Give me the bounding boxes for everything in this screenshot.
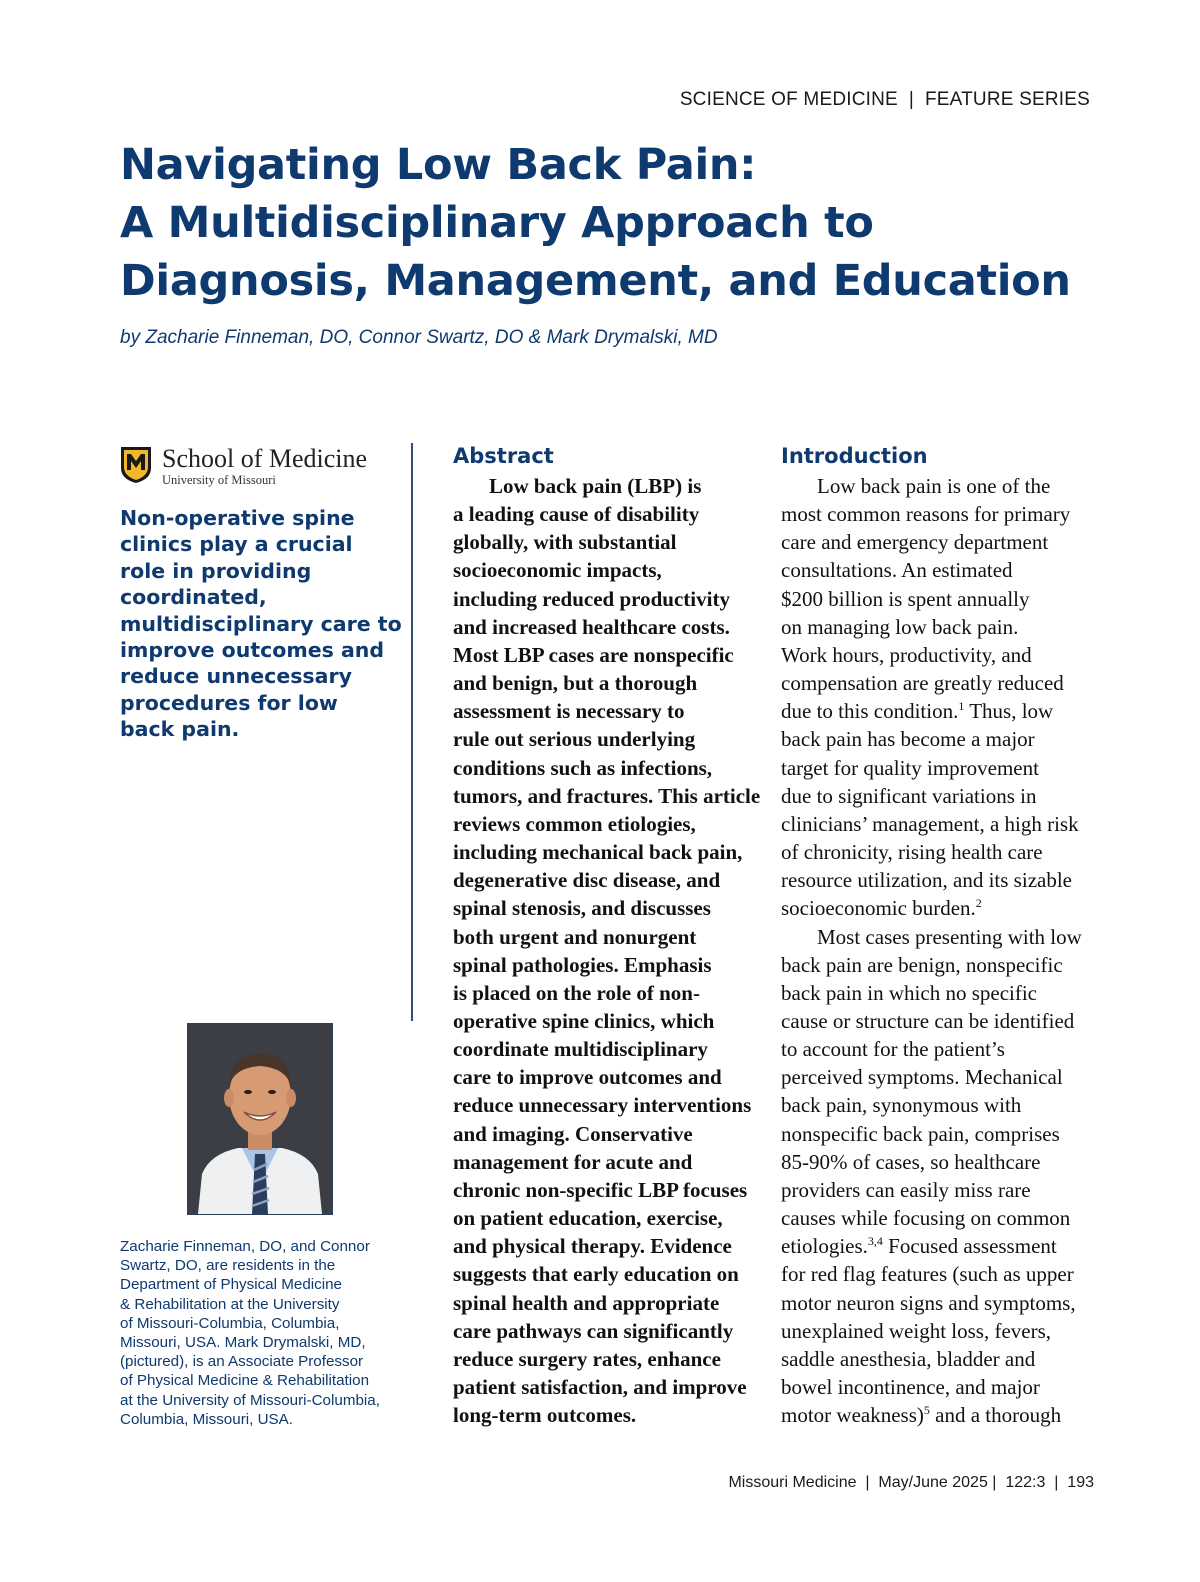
- intro-line: perceived symptoms. Mechanical: [781, 1065, 1063, 1090]
- intro-line: back pain in which no specific: [781, 980, 1037, 1005]
- intro-line: back pain has become a major: [781, 727, 1035, 752]
- intro-line: cause or structure can be identified: [781, 1008, 1075, 1033]
- intro-line: nonspecific back pain, comprises: [781, 1121, 1060, 1146]
- author-portrait-image: [188, 1024, 332, 1214]
- article-title: [120, 136, 1120, 310]
- abstract-line: including reduced productivity: [453, 586, 730, 611]
- citation: 3,4: [867, 1234, 883, 1249]
- introduction-heading: Introduction: [781, 444, 928, 468]
- pull-quote-line: coordinated,: [120, 585, 267, 610]
- abstract-line: Low back pain (LBP) is: [489, 474, 702, 498]
- intro-line: Work hours, productivity, and: [781, 642, 1032, 667]
- abstract-line: reduce unnecessary interventions: [453, 1093, 752, 1118]
- intro-line: on managing low back pain.: [781, 614, 1019, 639]
- abstract-line: patient satisfaction, and improve: [453, 1375, 747, 1399]
- intro-line: causes while focusing on common: [781, 1206, 1071, 1231]
- abstract-line: coordinate multidisciplinary: [453, 1037, 708, 1062]
- citation: 1: [958, 699, 965, 714]
- abstract-line: conditions such as infections,: [453, 755, 713, 780]
- abstract-heading: Abstract: [453, 444, 554, 468]
- intro-line: back pain are benign, nonspecific: [781, 952, 1063, 977]
- intro-line: socioeconomic burden.$^2$: [781, 896, 982, 921]
- title-line: Navigating Low Back Pain:: [120, 140, 757, 190]
- abstract-line: including mechanical back pain,: [453, 840, 743, 865]
- abstract-line: and increased healthcare costs.: [453, 614, 730, 639]
- abstract-line: a leading cause of disability: [453, 502, 700, 527]
- intro-line: of chronicity, rising health care: [781, 840, 1043, 865]
- bio-line: & Rehabilitation at the University: [120, 1295, 340, 1313]
- intro-line: back pain, synonymous with: [781, 1093, 1022, 1118]
- bio-line: Swartz, DO, are residents in the: [120, 1257, 336, 1275]
- intro-line: 85-90% of cases, so healthcare: [781, 1149, 1041, 1174]
- intro-line: for red flag features (such as upper: [781, 1262, 1074, 1287]
- citation: 5: [923, 1403, 930, 1418]
- bio-line: of Missouri-Columbia, Columbia,: [120, 1314, 340, 1332]
- logo-university-name: University of Missouri: [162, 473, 276, 487]
- abstract-line: Most LBP cases are nonspecific: [453, 642, 734, 667]
- intro-line: $200 billion is spent annually: [781, 586, 1030, 611]
- logo-school-name: School of Medicine: [162, 444, 368, 473]
- school-logo: [120, 446, 420, 492]
- abstract-line: spinal health and appropriate: [453, 1290, 720, 1315]
- intro-line: unexplained weight loss, fevers,: [781, 1318, 1052, 1343]
- citation: 2: [975, 896, 982, 911]
- intro-line: saddle anesthesia, bladder and: [781, 1346, 1036, 1371]
- title-line: Diagnosis, Management, and Education: [120, 256, 1071, 306]
- intro-line: providers can easily miss rare: [781, 1177, 1031, 1202]
- title-line: A Multidisciplinary Approach to: [120, 198, 874, 248]
- abstract-line: globally, with substantial: [453, 530, 677, 555]
- abstract-line: suggests that early education on: [453, 1262, 739, 1287]
- abstract-line: degenerative disc disease, and: [453, 868, 721, 893]
- author-bio: [120, 1237, 420, 1429]
- pull-quote-line: improve outcomes and: [120, 638, 385, 663]
- intro-line: consultations. An estimated: [781, 558, 1013, 583]
- bio-line: (pictured), is an Associate Professor: [120, 1353, 364, 1371]
- abstract-line: care to improve outcomes and: [453, 1065, 722, 1090]
- mizzou-shield-icon: [120, 446, 152, 484]
- bio-line: Department of Physical Medicine: [120, 1276, 343, 1294]
- intro-line: Low back pain is one of the: [817, 474, 1051, 498]
- abstract-line: spinal stenosis, and discusses: [453, 896, 711, 921]
- intro-line: most common reasons for primary: [781, 502, 1071, 527]
- bio-line: at the University of Missouri-Columbia,: [120, 1391, 380, 1409]
- pull-quote: [120, 505, 400, 743]
- intro-line: care and emergency department: [781, 530, 1049, 555]
- bio-line: Zacharie Finneman, DO, and Connor: [120, 1238, 370, 1255]
- intro-line: motor neuron signs and symptoms,: [781, 1290, 1076, 1315]
- page-footer: Missouri Medicine | May/June 2025 | 122:3 | 193: [728, 1474, 1094, 1491]
- intro-line: target for quality improvement: [781, 755, 1039, 780]
- introduction-text: [781, 472, 1101, 1429]
- abstract-text: [453, 472, 768, 1429]
- abstract-line: socioeconomic impacts,: [453, 558, 662, 583]
- abstract-line: both urgent and nonurgent: [453, 924, 697, 949]
- intro-line: clinicians’ management, a high risk: [781, 811, 1079, 836]
- intro-line: compensation are greatly reduced: [781, 671, 1064, 696]
- pull-quote-line: procedures for low: [120, 690, 338, 715]
- intro-line: to account for the patient’s: [781, 1037, 1005, 1062]
- abstract-line: operative spine clinics, which: [453, 1008, 715, 1033]
- abstract-line: and imaging. Conservative: [453, 1121, 693, 1146]
- author-photo: [187, 1023, 333, 1215]
- abstract-line: assessment is necessary to: [453, 699, 685, 724]
- abstract-line: and benign, but a thorough: [453, 671, 698, 696]
- pull-quote-line: Non-operative spine: [120, 506, 355, 530]
- intro-line: motor weakness)$^5$ and a thorough: [781, 1403, 1062, 1428]
- intro-line: bowel incontinence, and major: [781, 1375, 1040, 1399]
- abstract-line: reviews common etiologies,: [453, 811, 696, 836]
- abstract-line: on patient education, exercise,: [453, 1206, 723, 1231]
- abstract-line: chronic non-specific LBP focuses: [453, 1177, 748, 1202]
- abstract-line: long-term outcomes.: [453, 1403, 637, 1428]
- column-divider: [411, 443, 413, 1021]
- bio-line: Missouri, USA. Mark Drymalski, MD,: [120, 1334, 366, 1352]
- bio-line: Columbia, Missouri, USA.: [120, 1410, 294, 1428]
- intro-line: due to this condition.$^1$ Thus, low: [781, 699, 1054, 724]
- series-label: SCIENCE OF MEDICINE | FEATURE SERIES: [679, 89, 1090, 110]
- intro-line: etiologies.$^{3,4}$ Focused assessment: [781, 1234, 1057, 1259]
- abstract-line: rule out serious underlying: [453, 727, 696, 752]
- abstract-line: is placed on the role of non-: [453, 980, 700, 1005]
- abstract-line: spinal pathologies. Emphasis: [453, 952, 712, 977]
- intro-line: resource utilization, and its sizable: [781, 868, 1072, 893]
- pull-quote-line: role in providing: [120, 558, 312, 583]
- pull-quote-line: clinics play a crucial: [120, 532, 353, 557]
- abstract-line: reduce surgery rates, enhance: [453, 1346, 721, 1371]
- byline: by Zacharie Finneman, DO, Connor Swartz, DO & Mark Drymalski, MD: [120, 327, 718, 348]
- intro-line: Most cases presenting with low: [817, 924, 1082, 949]
- pull-quote-line: reduce unnecessary: [120, 664, 352, 689]
- bio-line: of Physical Medicine & Rehabilitation: [120, 1372, 370, 1390]
- abstract-line: tumors, and fractures. This article: [453, 783, 761, 808]
- pull-quote-line: back pain.: [120, 717, 240, 742]
- abstract-line: management for acute and: [453, 1149, 693, 1174]
- abstract-line: care pathways can significantly: [453, 1318, 734, 1343]
- intro-line: due to significant variations in: [781, 783, 1037, 808]
- abstract-line: and physical therapy. Evidence: [453, 1234, 732, 1259]
- pull-quote-line: multidisciplinary care to: [120, 611, 402, 636]
